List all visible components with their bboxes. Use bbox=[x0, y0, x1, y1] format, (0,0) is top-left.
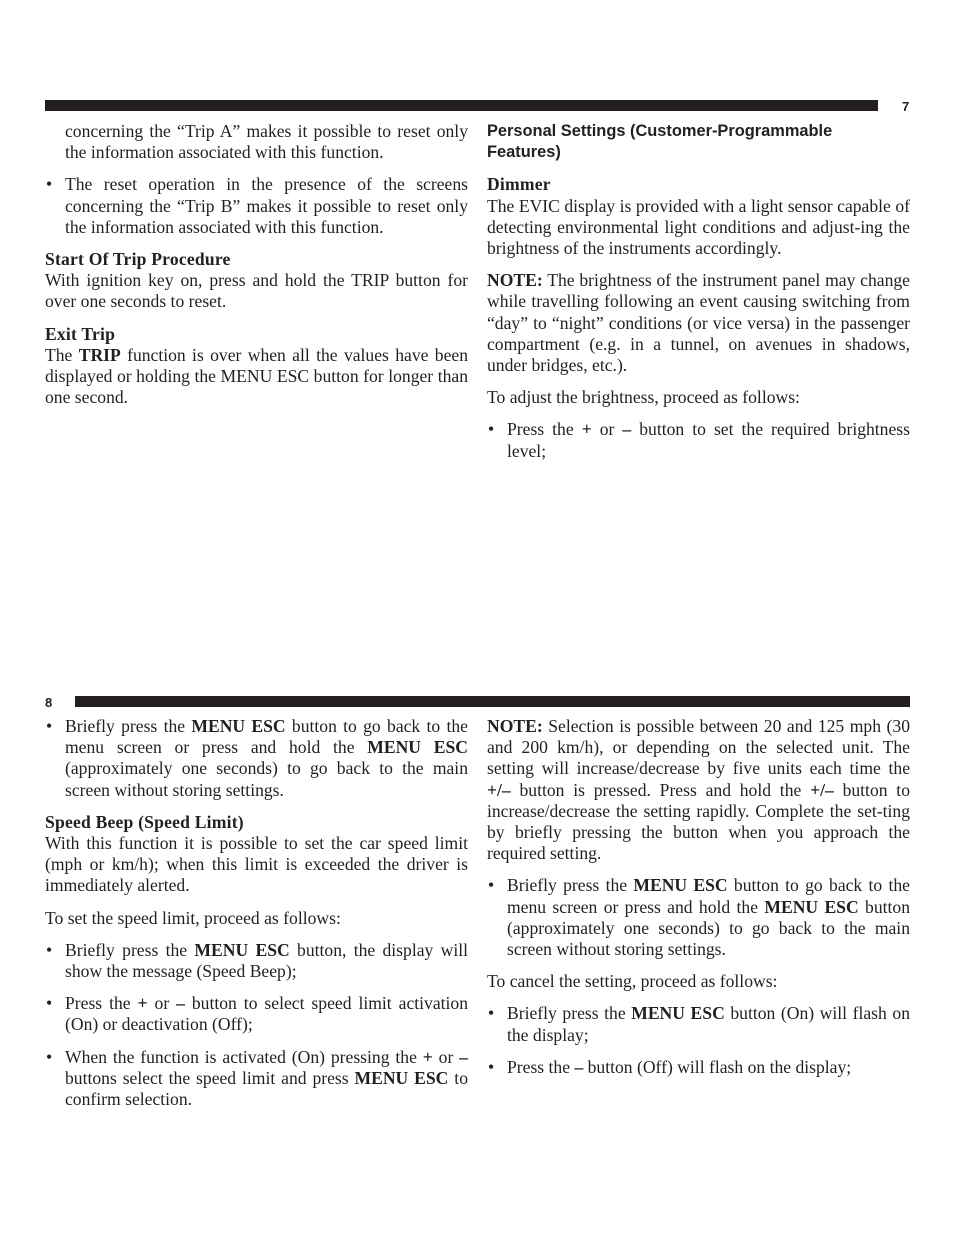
text-run: or bbox=[591, 419, 623, 440]
text-run: (approximately one seconds) to go back to the main screen without storing settings. bbox=[65, 758, 468, 800]
right-column bbox=[487, 716, 910, 1089]
bold-term: MENU ESC bbox=[631, 1003, 725, 1024]
bullet-glyph: • bbox=[488, 419, 495, 440]
header-rule bbox=[45, 100, 878, 111]
subheading-speed-beep: Speed Beep (Speed Limit) bbox=[45, 811, 244, 832]
text-run: The brightness of the instrument panel may change while travelling following an event causing switching from “day” to “night” conditions (or vice versa) in the passenger compartment (e.g. in a tunnel, on avenues in shadows, under bridges, etc.). bbox=[487, 270, 910, 376]
right-column bbox=[487, 121, 910, 473]
bullet-glyph: • bbox=[46, 1046, 53, 1067]
text-run: button to go back to the menu screen or press and hold the bbox=[507, 875, 910, 917]
list-item bbox=[45, 174, 468, 238]
text-run: button (Off) will flash on the display; bbox=[583, 1056, 852, 1077]
header-rule bbox=[75, 696, 910, 707]
text-run: Press the bbox=[65, 993, 138, 1014]
paragraph: To cancel the setting, proceed as follows: bbox=[487, 971, 778, 992]
text-run: button to increase/decrease the setting rapidly. Complete the set-ting by briefly pressing the button when you approach the required setting. bbox=[487, 779, 910, 864]
text-run: button to select speed limit activation (On) or deactivation (Off); bbox=[65, 993, 469, 1035]
bullet-glyph: • bbox=[488, 1003, 495, 1024]
text-run: Briefly press the bbox=[507, 875, 634, 896]
list-item bbox=[45, 1047, 468, 1111]
subheading-start-of-trip: Start Of Trip Procedure bbox=[45, 249, 231, 270]
bold-term: TRIP bbox=[78, 344, 121, 365]
paragraph: The EVIC display is provided with a light sensor capable of detecting environmental light conditions and adjust-ing the brightness of the instruments accordingly. bbox=[487, 195, 910, 259]
note-paragraph bbox=[487, 716, 910, 864]
text-run: or bbox=[432, 1046, 460, 1067]
note-label: NOTE: bbox=[487, 270, 543, 291]
list-item bbox=[487, 1057, 910, 1078]
list-item bbox=[45, 716, 468, 801]
bold-term: + bbox=[581, 419, 592, 440]
text-run: button to go back to the menu screen or press and hold the bbox=[65, 716, 468, 758]
continued-bullet-text: concerning the “Trip A” makes it possible to reset only the information associated with this function. bbox=[65, 121, 468, 163]
text-run: function is over when all the values have been displayed or holding the MENU ESC button for longer than one second. bbox=[45, 344, 468, 408]
text-run: to confirm selection. bbox=[65, 1067, 468, 1110]
paragraph: To set the speed limit, proceed as follows: bbox=[45, 907, 341, 928]
bullet-glyph: • bbox=[488, 1056, 495, 1077]
bold-term: – bbox=[176, 993, 185, 1014]
text-run: button, the display will show the message (Speed Beep); bbox=[65, 939, 468, 982]
paragraph bbox=[45, 345, 468, 409]
list-item-text: The reset operation in the presence of the screens concerning the “Trip B” makes it possible to reset only the information associated with this function. bbox=[65, 174, 468, 237]
list-item bbox=[487, 1003, 910, 1045]
text-run: Selection is possible between 20 and 125 mph (30 and 200 km/h), or depending on the selected unit. The setting will increase/decrease by five units each time the bbox=[487, 716, 910, 779]
bullet-list bbox=[487, 419, 910, 461]
bold-term: – bbox=[622, 419, 632, 440]
bold-term: – bbox=[459, 1046, 469, 1067]
bold-term: +/– bbox=[487, 779, 511, 800]
bullet-list bbox=[45, 174, 468, 238]
bullet-list bbox=[487, 1003, 910, 1078]
bullet-glyph: • bbox=[46, 993, 53, 1014]
paragraph: With ignition key on, press and hold the TRIP button for over one seconds to reset. bbox=[45, 270, 468, 312]
bold-term: MENU ESC bbox=[367, 737, 468, 758]
bold-term: MENU ESC bbox=[191, 716, 286, 736]
paragraph: With this function it is possible to set the car speed limit (mph or km/h); when this limit is exceeded the driver is immediately alerted. bbox=[45, 833, 468, 896]
text-run: buttons select the speed limit and press bbox=[65, 1067, 355, 1088]
text-run: button (On) will flash on the display; bbox=[507, 1003, 910, 1045]
bold-term: +/– bbox=[810, 779, 834, 800]
bullet-list bbox=[45, 716, 468, 801]
text-run: button (approximately one seconds) to go back to the main screen without storing settings. bbox=[507, 896, 910, 960]
bold-term: – bbox=[574, 1056, 584, 1077]
left-column bbox=[45, 716, 468, 1121]
note-paragraph bbox=[487, 270, 910, 376]
subheading-dimmer: Dimmer bbox=[487, 174, 551, 195]
left-column bbox=[45, 121, 468, 419]
page-8 bbox=[0, 617, 954, 1234]
bullet-glyph: • bbox=[46, 716, 53, 736]
page-number: 7 bbox=[902, 99, 910, 114]
text-run: The bbox=[45, 344, 79, 365]
list-item bbox=[45, 940, 468, 982]
bold-term: MENU ESC bbox=[633, 875, 728, 896]
text-run: Press the bbox=[507, 1056, 575, 1077]
text-run: Briefly press the bbox=[507, 1003, 632, 1024]
bullet-glyph: • bbox=[46, 174, 53, 195]
text-run: When the function is activated (On) pressing the bbox=[65, 1046, 423, 1067]
list-item bbox=[487, 419, 910, 461]
bold-term: + bbox=[422, 1046, 433, 1067]
bold-term: MENU ESC bbox=[354, 1067, 449, 1088]
text-run: or bbox=[147, 993, 177, 1014]
text-run: Press the bbox=[507, 419, 582, 440]
bold-term: MENU ESC bbox=[194, 939, 290, 960]
list-item bbox=[45, 993, 468, 1035]
paragraph: To adjust the brightness, proceed as follows: bbox=[487, 387, 800, 408]
list-item bbox=[487, 875, 910, 960]
text-run: Briefly press the bbox=[65, 716, 192, 736]
text-run: button is pressed. Press and hold the bbox=[510, 779, 811, 800]
text-run: button to set the required brightness level; bbox=[507, 419, 910, 461]
bold-term: + bbox=[137, 993, 148, 1014]
bullet-glyph: • bbox=[488, 875, 495, 896]
bullet-glyph: • bbox=[46, 939, 53, 960]
note-label: NOTE: bbox=[487, 716, 543, 736]
bold-term: MENU ESC bbox=[764, 896, 859, 917]
page-number: 8 bbox=[45, 695, 53, 710]
bullet-list bbox=[45, 940, 468, 1110]
text-run: Briefly press the bbox=[65, 939, 195, 960]
section-heading: Personal Settings (Customer-Programmable Features) bbox=[487, 122, 833, 162]
subheading-exit-trip: Exit Trip bbox=[45, 323, 116, 344]
bullet-list bbox=[487, 875, 910, 960]
